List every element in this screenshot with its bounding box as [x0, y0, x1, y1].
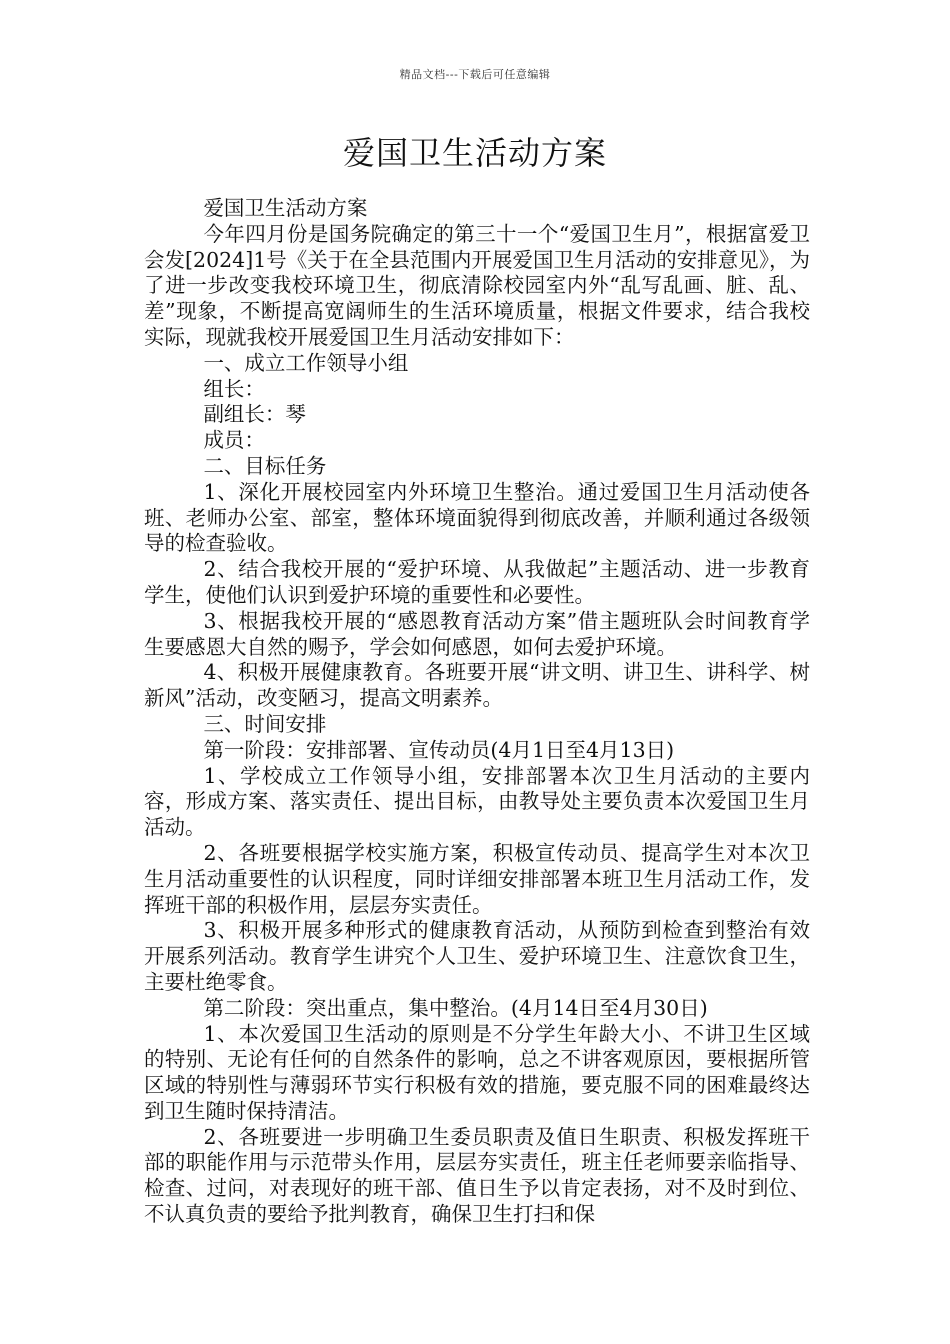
paragraph-members: 成员：: [203, 428, 265, 453]
header-note: 精品文档---下载后可任意编辑: [399, 68, 551, 81]
paragraph-goal-4: 4、积极开展健康教育。各班要开展“讲文明、讲卫生、讲科学、树新风”活动，改变陋习，提高文明素养。: [144, 660, 810, 711]
section-heading-1: 一、成立工作领导小组: [203, 350, 409, 375]
paragraph-goal-2: 2、结合我校开展的“爱护环境、从我做起”主题活动、进一步教育学生，使他们认识到爱护环境的重要性和必要性。: [144, 557, 810, 607]
paragraph-leader: 组长：: [203, 376, 265, 401]
document-title: 爱国卫生活动方案: [342, 134, 607, 172]
paragraph-stage-2-item-1: 1、本次爱国卫生活动的原则是不分学生年龄大小、不讲卫生区域的特别、无论有任何的自然条件的影响，总之不讲客观原因，要根据所管区域的特别性与薄弱环节实行积极有效的措施，要克服不同的困难最终达到卫生随时保持清洁。: [144, 1021, 810, 1123]
paragraph-stage-2-item-2: 2、各班要进一步明确卫生委员职责及值日生职责、积极发挥班干部的职能作用与示范带头作用，层层夯实责任，班主任老师要亲临指导、检查、过问，对表现好的班干部、值日生予以肯定表扬，对不及时到位、不认真负责的要给予批判教育，确保卫生打扫和保: [144, 1124, 810, 1227]
paragraph-goal-3: 3、根据我校开展的“感恩教育活动方案”借主题班队会时间教育学生要感恩大自然的赐予，学会如何感恩，如何去爱护环境。: [144, 608, 810, 659]
section-heading-2: 二、目标任务: [203, 453, 327, 478]
paragraph-deputy-leader: 副组长：琴: [203, 402, 306, 427]
paragraph-stage-1-item-2: 2、各班要根据学校实施方案，积极宣传动员、提高学生对本次卫生月活动重要性的认识程度，同时详细安排部署本班卫生月活动工作，发挥班干部的积极作用，层层夯实责任。: [144, 840, 810, 917]
paragraph-goal-1: 1、深化开展校园室内外环境卫生整治。通过爱国卫生月活动使各班、老师办公室、部室，整体环境面貌得到彻底改善，并顺利通过各级领导的检查验收。: [144, 479, 810, 556]
paragraph-stage-1: 第一阶段：安排部署、宣传动员(4月1日至4月13日): [203, 737, 675, 762]
paragraph-stage-1-item-3: 3、积极开展多种形式的健康教育活动，从预防到检查到整治有效开展系列活动。教育学生讲究个人卫生、爱护环境卫生、注意饮食卫生，主要杜绝零食。: [144, 918, 810, 994]
paragraph-intro: 今年四月份是国务院确定的第三十一个“爱国卫生月”，根据富爱卫会发[2024]1号《关于在全县范围内开展爱国卫生月活动的安排意见》，为了进一步改变我校环境卫生，彻底清除校园室内外“乱写乱画、脏、乱、差”现象，不断提高宽阔师生的生活环境质量，根据文件要求，结合我校实际，现就我校开展爱国卫生月活动安排如下：: [144, 221, 810, 349]
paragraph-stage-2: 第二阶段：突出重点，集中整治。(4月14日至4月30日): [203, 995, 708, 1020]
section-heading-3: 三、时间安排: [203, 711, 327, 736]
paragraph-subtitle: 爱国卫生活动方案: [203, 196, 368, 220]
document-body: [144, 196, 810, 1228]
paragraph-stage-1-item-1: 1、学校成立工作领导小组，安排部署本次卫生月活动的主要内容，形成方案、落实责任、提出目标，由教导处主要负责本次爱国卫生月活动。: [144, 763, 810, 840]
